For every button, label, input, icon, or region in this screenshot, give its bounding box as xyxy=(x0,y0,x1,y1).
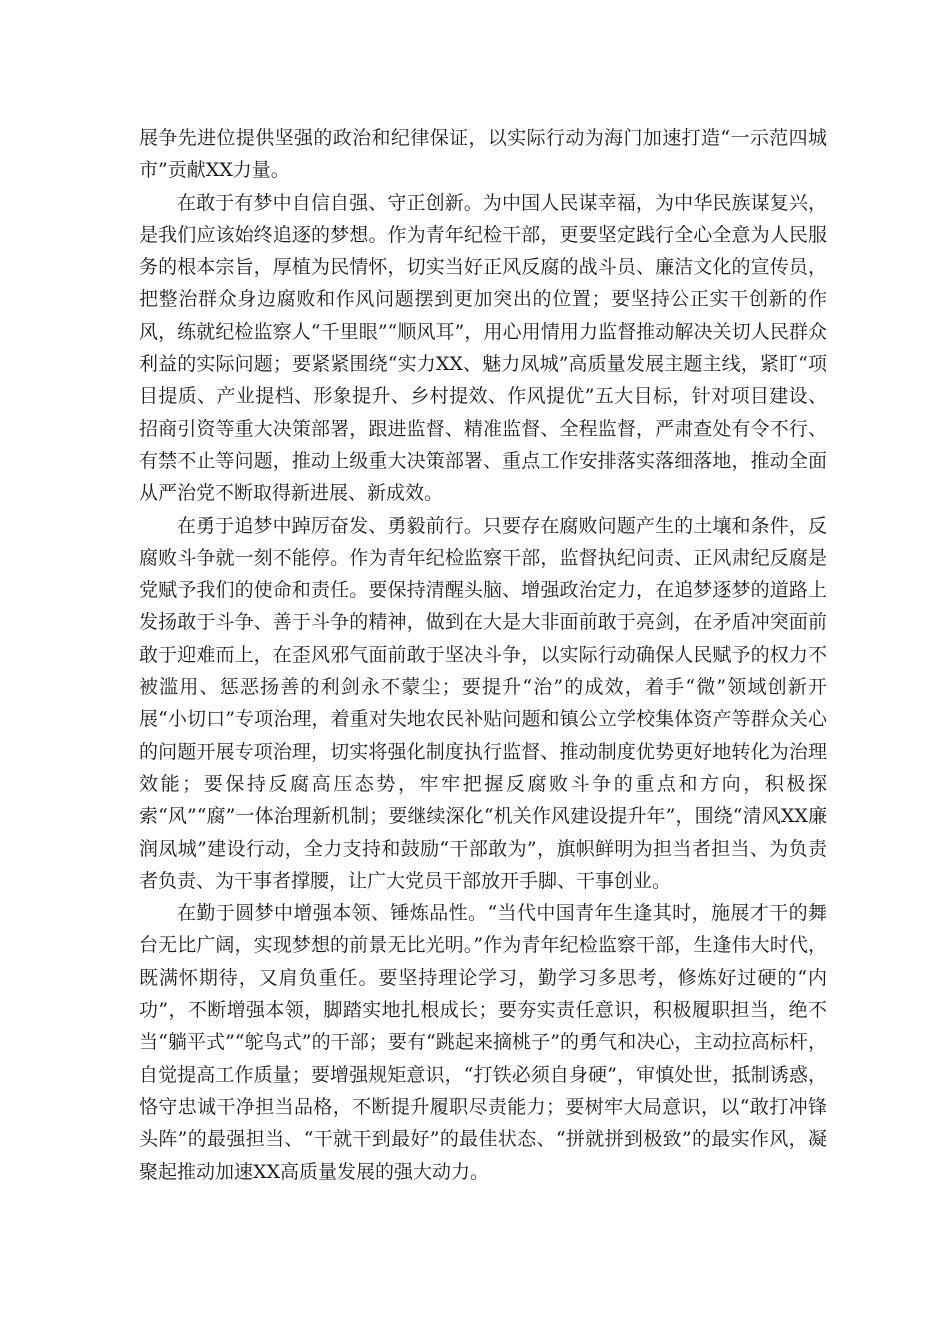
paragraph-realize-dream: 在勤于圆梦中增强本领、锤炼品性。“当代中国青年生逢其时，施展才干的舞台无比广阔，实现梦想的前景无比光明。”作为青年纪检监察干部，生逢伟大时代，既满怀期待，又肩负重任。要坚持理论学习，勤学习多思考，修炼好过硬的“内功”，不断增强本领，脚踏实地扎根成长；要夯实责任意识，积极履职担当，绝不当“躺平式”“鸵鸟式”的干部；要有“跳起来摘桃子”的勇气和决心，主动拉高标杆，自觉提高工作质量；要增强规矩意识，“打铁必须自身硬”，审慎处世，抵制诱惑，恪守忠诚干净担当品格，不断提升履职尽责能力；要树牢大局意识，以“敢打冲锋头阵”的最强担当、“干就干到最好”的最佳状态、“拼就拼到极致”的最实作风，凝聚起推动加速XX高质量发展的强大动力。 xyxy=(139,902,827,1183)
paragraph-continuation: 展争先进位提供坚强的政治和纪律保证，以实际行动为海门加速打造“一示范四城市”贡献XX力量。 xyxy=(139,127,827,182)
document-body xyxy=(139,122,827,1188)
paragraph-pursue-dream: 在勇于追梦中踔厉奋发、勇毅前行。只要存在腐败问题产生的土壤和条件，反腐败斗争就一刻不能停。作为青年纪检监察干部，监督执纪问责、正风肃纪反腐是党赋予我们的使命和责任。要保持清醒头脑、增强政治定力，在追梦逐梦的道路上发扬敢于斗争、善于斗争的精神，做到在大是大非面前敢于亮剑，在矛盾冲突面前敢于迎难而上，在歪风邪气面前敢于坚决斗争，以实际行动确保人民赋予的权力不被滥用、惩恶扬善的利剑永不蒙尘；要提升“治”的成效，着手“微”领域创新开展“小切口”专项治理，着重对失地农民补贴问题和镇公立学校集体资产等群众关心的问题开展专项治理，切实将强化制度执行监督、推动制度优势更好地转化为治理效能；要保持反腐高压态势，牢牢把握反腐败斗争的重点和方向，积极探索“风”“腐”一体治理新机制；要继续深化“机关作风建设提升年”，围绕“清风XX廉润凤城”建设行动，全力支持和鼓励“干部敢为”，旗帜鲜明为担当者担当、为负责者负责、为干事者撑腰，让广大党员干部放开手脚、干事创业。 xyxy=(139,514,827,892)
paragraph-dare-to-dream: 在敢于有梦中自信自强、守正创新。为中国人民谋幸福，为中华民族谋复兴，是我们应该始终追逐的梦想。作为青年纪检干部，更要坚定践行全心全意为人民服务的根本宗旨，厚植为民情怀，切实当好正风反腐的战斗员、廉洁文化的宣传员，把整治群众身边腐败和作风问题摆到更加突出的位置；要坚持公正实干创新的作风，练就纪检监察人“千里眼”“顺风耳”，用心用情用力监督推动解决关切人民群众利益的实际问题；要紧紧围绕“实力XX、魅力凤城”高质量发展主题主线，紧盯“项目提质、产业提档、形象提升、乡村提效、作风提优”五大目标，针对项目建设、招商引资等重大决策部署，跟进监督、精准监督、全程监督，严肃查处有令不行、有禁不止等问题，推动上级重大决策部署、重点工作安排落实落细落地，推动全面从严治党不断取得新进展、新成效。 xyxy=(139,191,827,505)
